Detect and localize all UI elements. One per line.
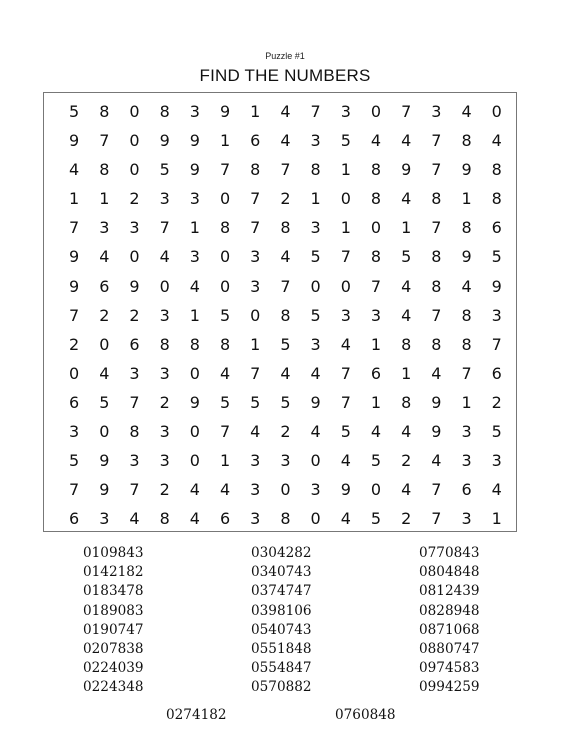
grid-cell[interactable]: 7 bbox=[69, 480, 80, 500]
grid-cell[interactable]: 0 bbox=[250, 305, 261, 325]
puzzle-number: Puzzle #1 bbox=[265, 51, 305, 61]
grid-cell[interactable]: 3 bbox=[250, 509, 261, 529]
grid-cell[interactable]: 6 bbox=[491, 363, 502, 383]
grid-cell[interactable]: 2 bbox=[491, 392, 502, 412]
grid-cell[interactable]: 1 bbox=[189, 218, 200, 238]
grid-cell[interactable]: 4 bbox=[340, 509, 351, 529]
puzzle-grid bbox=[59, 97, 512, 533]
grid-cell[interactable]: 0 bbox=[129, 160, 140, 180]
grid-cell[interactable]: 0 bbox=[340, 276, 351, 296]
grid-cell[interactable]: 3 bbox=[99, 218, 110, 238]
grid-cell[interactable]: 9 bbox=[99, 480, 110, 500]
grid-cell[interactable]: 7 bbox=[431, 160, 442, 180]
grid-cell[interactable]: 4 bbox=[431, 451, 442, 471]
word-item: 0828948 bbox=[419, 602, 480, 619]
grid-cell[interactable]: 0 bbox=[159, 276, 170, 296]
grid-cell[interactable]: 4 bbox=[189, 480, 200, 500]
grid-cell[interactable]: 4 bbox=[491, 480, 502, 500]
grid-cell[interactable]: 8 bbox=[250, 160, 261, 180]
word-item: 0570882 bbox=[251, 679, 312, 696]
grid-cell[interactable]: 9 bbox=[461, 247, 472, 267]
grid-cell[interactable]: 7 bbox=[310, 102, 321, 121]
grid-cell[interactable]: 4 bbox=[401, 189, 412, 209]
grid-cell[interactable]: 5 bbox=[69, 451, 80, 471]
grid-cell[interactable]: 5 bbox=[491, 247, 502, 267]
grid-cell[interactable]: 0 bbox=[370, 218, 382, 238]
word-item: 0224348 bbox=[83, 679, 144, 696]
grid-cell[interactable]: 7 bbox=[401, 102, 412, 121]
grid-cell[interactable]: 4 bbox=[280, 102, 291, 121]
grid-cell[interactable]: 3 bbox=[129, 363, 140, 383]
grid-cell[interactable]: 0 bbox=[219, 276, 231, 296]
grid-cell[interactable]: 0 bbox=[69, 363, 80, 383]
grid-cell[interactable]: 1 bbox=[340, 160, 351, 180]
grid-cell[interactable]: 2 bbox=[159, 480, 170, 500]
grid-cell[interactable]: 4 bbox=[280, 131, 291, 151]
grid-cell[interactable]: 5 bbox=[401, 247, 412, 267]
grid-cell[interactable]: 6 bbox=[370, 363, 382, 383]
word-item: 0304282 bbox=[251, 545, 312, 561]
grid-cell[interactable]: 3 bbox=[159, 363, 170, 383]
grid-cell[interactable]: 7 bbox=[431, 131, 442, 151]
grid-cell[interactable]: 1 bbox=[69, 189, 80, 209]
grid-cell[interactable]: 4 bbox=[401, 276, 412, 296]
grid-cell[interactable]: 7 bbox=[250, 363, 261, 383]
grid-cell[interactable]: 3 bbox=[310, 480, 321, 500]
grid-cell[interactable]: 1 bbox=[99, 189, 110, 209]
grid-cell[interactable]: 3 bbox=[189, 247, 200, 267]
grid-cell[interactable]: 4 bbox=[401, 480, 412, 500]
grid-cell[interactable]: 3 bbox=[159, 189, 170, 209]
grid-cell[interactable]: 1 bbox=[401, 218, 412, 238]
grid-cell[interactable]: 2 bbox=[129, 189, 140, 209]
grid-cell[interactable]: 5 bbox=[310, 247, 321, 267]
grid-cell[interactable]: 3 bbox=[159, 305, 170, 325]
grid-cell[interactable]: 7 bbox=[280, 160, 291, 180]
grid-cell[interactable]: 3 bbox=[69, 422, 80, 442]
grid-cell[interactable]: 4 bbox=[129, 509, 140, 529]
grid-cell[interactable]: 8 bbox=[370, 160, 382, 180]
grid-cell[interactable]: 2 bbox=[280, 422, 291, 442]
grid-cell[interactable]: 0 bbox=[340, 189, 351, 209]
grid-cell[interactable]: 7 bbox=[340, 392, 351, 412]
grid-cell[interactable]: 3 bbox=[280, 451, 291, 471]
grid-cell[interactable]: 6 bbox=[129, 334, 140, 354]
grid-cell[interactable]: 9 bbox=[219, 102, 231, 121]
grid-cell[interactable]: 3 bbox=[250, 247, 261, 267]
grid-cell[interactable]: 7 bbox=[129, 480, 140, 500]
grid-cell[interactable]: 5 bbox=[219, 392, 231, 412]
grid-cell[interactable]: 1 bbox=[461, 392, 472, 412]
grid-cell[interactable]: 7 bbox=[99, 131, 110, 151]
grid-cell[interactable]: 4 bbox=[461, 102, 472, 121]
grid-cell[interactable]: 1 bbox=[401, 363, 412, 383]
grid-cell[interactable]: 5 bbox=[491, 422, 502, 442]
grid-cell[interactable]: 0 bbox=[310, 276, 321, 296]
grid-cell[interactable]: 4 bbox=[370, 422, 382, 442]
grid-cell[interactable]: 4 bbox=[69, 160, 80, 180]
grid-cell[interactable]: 7 bbox=[340, 247, 351, 267]
grid-cell[interactable]: 4 bbox=[189, 276, 200, 296]
grid-cell[interactable]: 1 bbox=[219, 451, 231, 471]
grid-cell[interactable]: 0 bbox=[370, 480, 382, 500]
grid-cell[interactable]: 7 bbox=[370, 276, 382, 296]
grid-cell[interactable]: 7 bbox=[250, 189, 261, 209]
grid-cell[interactable]: 7 bbox=[219, 422, 231, 442]
grid-cell[interactable]: 3 bbox=[491, 451, 502, 471]
grid-cell[interactable]: 1 bbox=[250, 102, 261, 121]
grid-cell[interactable]: 0 bbox=[129, 247, 140, 267]
grid-cell[interactable]: 3 bbox=[340, 102, 351, 121]
word-item: 0374747 bbox=[251, 583, 312, 600]
grid-cell[interactable]: 5 bbox=[219, 305, 231, 325]
grid-cell[interactable]: 8 bbox=[401, 334, 412, 354]
grid-cell[interactable]: 7 bbox=[431, 509, 442, 529]
grid-cell[interactable]: 8 bbox=[461, 334, 472, 354]
grid-cell[interactable]: 7 bbox=[159, 218, 170, 238]
grid-cell[interactable]: 9 bbox=[69, 247, 80, 267]
grid-cell[interactable]: 9 bbox=[340, 480, 351, 500]
grid-cell[interactable]: 8 bbox=[159, 509, 170, 529]
grid-cell[interactable]: 8 bbox=[280, 509, 291, 529]
word-item: 0340743 bbox=[251, 564, 312, 581]
grid-cell[interactable]: 9 bbox=[69, 276, 80, 296]
grid-cell[interactable]: 7 bbox=[431, 480, 442, 500]
grid-cell[interactable]: 1 bbox=[189, 305, 200, 325]
grid-cell[interactable]: 9 bbox=[69, 131, 80, 151]
grid-cell[interactable]: 6 bbox=[99, 276, 110, 296]
grid-cell[interactable]: 1 bbox=[340, 218, 351, 238]
grid-cell[interactable]: 4 bbox=[99, 363, 110, 383]
word-item: 0871068 bbox=[419, 621, 480, 638]
grid-cell[interactable]: 0 bbox=[99, 334, 110, 354]
grid-cell[interactable]: 3 bbox=[370, 305, 382, 325]
grid-cell[interactable]: 8 bbox=[401, 392, 412, 412]
grid-cell[interactable]: 1 bbox=[461, 189, 472, 209]
grid-cell[interactable]: 4 bbox=[159, 247, 170, 267]
grid-cell[interactable]: 5 bbox=[370, 451, 382, 471]
grid-cell[interactable]: 9 bbox=[491, 276, 502, 296]
grid-cell[interactable]: 0 bbox=[189, 422, 200, 442]
grid-cell[interactable]: 0 bbox=[219, 247, 231, 267]
grid-cell[interactable]: 3 bbox=[99, 509, 110, 529]
grid-cell[interactable]: 3 bbox=[461, 509, 472, 529]
grid-cell[interactable]: 0 bbox=[189, 363, 200, 383]
word-item: 0554847 bbox=[251, 660, 312, 677]
grid-cell[interactable]: 4 bbox=[219, 363, 231, 383]
word-item: 0189083 bbox=[83, 602, 144, 619]
grid-cell[interactable]: 3 bbox=[250, 451, 261, 471]
word-item: 0540743 bbox=[251, 621, 312, 638]
grid-cell[interactable]: 8 bbox=[491, 160, 502, 180]
grid-cell[interactable]: 4 bbox=[431, 363, 442, 383]
grid-cell[interactable]: 4 bbox=[340, 451, 351, 471]
grid-cell[interactable]: 8 bbox=[159, 102, 170, 121]
word-item: 0274182 bbox=[166, 707, 227, 723]
grid-cell[interactable]: 4 bbox=[340, 334, 351, 354]
grid-cell[interactable]: 6 bbox=[491, 218, 502, 238]
grid-cell[interactable]: 8 bbox=[189, 334, 200, 354]
word-item: 0398106 bbox=[251, 602, 312, 619]
grid-cell[interactable]: 5 bbox=[310, 305, 321, 325]
grid-cell[interactable]: 8 bbox=[99, 160, 110, 180]
grid-cell[interactable]: 5 bbox=[280, 392, 291, 412]
grid-cell[interactable]: 4 bbox=[280, 363, 291, 383]
grid-cell[interactable]: 9 bbox=[99, 451, 110, 471]
grid-cell[interactable]: 7 bbox=[129, 392, 140, 412]
word-item: 0142182 bbox=[83, 564, 144, 581]
grid-cell[interactable]: 3 bbox=[159, 422, 170, 442]
grid-cell[interactable]: 8 bbox=[310, 160, 321, 180]
grid-cell[interactable]: 5 bbox=[250, 392, 261, 412]
grid-cell[interactable]: 4 bbox=[491, 131, 502, 151]
grid-cell[interactable]: 3 bbox=[310, 334, 321, 354]
grid-cell[interactable]: 4 bbox=[310, 422, 321, 442]
grid-cell[interactable]: 7 bbox=[340, 363, 351, 383]
grid-cell[interactable]: 6 bbox=[250, 131, 261, 151]
page-title: FIND THE NUMBERS bbox=[199, 66, 371, 85]
grid-cell[interactable]: 8 bbox=[370, 247, 382, 267]
grid-cell[interactable]: 4 bbox=[370, 131, 382, 151]
word-item: 0812439 bbox=[419, 583, 480, 600]
grid-cell[interactable]: 5 bbox=[340, 131, 351, 151]
grid-cell[interactable]: 5 bbox=[370, 509, 382, 529]
grid-cell[interactable]: 4 bbox=[461, 276, 472, 296]
word-list bbox=[0, 544, 570, 734]
grid-cell[interactable]: 2 bbox=[280, 189, 291, 209]
grid-cell[interactable]: 1 bbox=[219, 131, 231, 151]
grid-cell[interactable]: 4 bbox=[401, 131, 412, 151]
word-item: 0760848 bbox=[335, 707, 396, 723]
grid-cell[interactable]: 5 bbox=[159, 160, 170, 180]
word-item: 0224039 bbox=[83, 660, 144, 677]
grid-cell[interactable]: 9 bbox=[159, 131, 170, 151]
grid-cell[interactable]: 8 bbox=[159, 334, 170, 354]
grid-cell[interactable]: 8 bbox=[129, 422, 140, 442]
grid-cell[interactable]: 7 bbox=[431, 305, 442, 325]
word-column-1 bbox=[83, 544, 144, 698]
grid-cell[interactable]: 3 bbox=[250, 480, 261, 500]
grid-cell[interactable]: 3 bbox=[461, 451, 472, 471]
grid-cell[interactable]: 2 bbox=[159, 392, 170, 412]
grid-cell[interactable]: 3 bbox=[129, 451, 140, 471]
grid-cell[interactable]: 6 bbox=[461, 480, 472, 500]
grid-cell[interactable]: 4 bbox=[219, 480, 231, 500]
word-item: 0880747 bbox=[419, 640, 480, 657]
grid-cell[interactable]: 8 bbox=[491, 189, 502, 209]
grid-cell[interactable]: 6 bbox=[69, 509, 80, 529]
grid-cell[interactable]: 3 bbox=[340, 305, 351, 325]
grid-cell[interactable]: 0 bbox=[310, 509, 321, 529]
grid-cell[interactable]: 0 bbox=[189, 451, 200, 471]
grid-cell[interactable]: 5 bbox=[99, 392, 110, 412]
grid-cell[interactable]: 9 bbox=[189, 160, 200, 180]
grid-cell[interactable]: 8 bbox=[280, 305, 291, 325]
grid-cell[interactable]: 9 bbox=[461, 160, 472, 180]
grid-cell[interactable]: 7 bbox=[69, 305, 80, 325]
grid-cell[interactable]: 4 bbox=[99, 247, 110, 267]
grid-cell[interactable]: 1 bbox=[491, 509, 502, 529]
grid-cell[interactable]: 3 bbox=[189, 102, 200, 121]
grid-cell[interactable]: 6 bbox=[219, 509, 231, 529]
grid-cell[interactable]: 6 bbox=[69, 392, 80, 412]
grid-cell[interactable]: 8 bbox=[461, 218, 472, 238]
grid-cell[interactable]: 1 bbox=[310, 189, 321, 209]
grid-cell[interactable]: 8 bbox=[219, 218, 231, 238]
grid-cell[interactable]: 8 bbox=[99, 102, 110, 121]
grid-cell[interactable]: 4 bbox=[250, 422, 261, 442]
grid-cell[interactable]: 1 bbox=[370, 392, 382, 412]
word-item: 0551848 bbox=[251, 640, 312, 657]
grid-cell[interactable]: 5 bbox=[340, 422, 351, 442]
word-item: 0190747 bbox=[83, 621, 144, 638]
grid-cell[interactable]: 0 bbox=[129, 131, 140, 151]
grid-cell[interactable]: 9 bbox=[431, 422, 442, 442]
grid-cell[interactable]: 3 bbox=[159, 451, 170, 471]
grid-cell[interactable]: 8 bbox=[370, 189, 382, 209]
grid-cell[interactable]: 2 bbox=[401, 451, 412, 471]
grid-cell[interactable]: 3 bbox=[129, 218, 140, 238]
word-item: 0183478 bbox=[83, 583, 144, 600]
grid-cell[interactable]: 8 bbox=[431, 247, 442, 267]
grid-cell[interactable]: 2 bbox=[401, 509, 412, 529]
grid-cell[interactable]: 9 bbox=[189, 131, 200, 151]
grid-cell[interactable]: 3 bbox=[250, 276, 261, 296]
grid-cell[interactable]: 7 bbox=[219, 160, 231, 180]
grid-cell[interactable]: 7 bbox=[250, 218, 261, 238]
grid-cell[interactable]: 7 bbox=[69, 218, 80, 238]
grid-cell[interactable]: 3 bbox=[189, 189, 200, 209]
grid-cell[interactable]: 1 bbox=[250, 334, 261, 354]
grid-cell[interactable]: 0 bbox=[370, 102, 382, 121]
word-item: 0974583 bbox=[419, 660, 480, 677]
grid-cell[interactable]: 8 bbox=[461, 131, 472, 151]
word-item: 0770843 bbox=[419, 545, 480, 561]
grid-cell[interactable]: 5 bbox=[280, 334, 291, 354]
word-column-2 bbox=[251, 544, 312, 698]
grid-cell[interactable]: 7 bbox=[431, 218, 442, 238]
word-item: 0804848 bbox=[419, 564, 480, 581]
grid-cell[interactable]: 3 bbox=[461, 422, 472, 442]
grid-cell[interactable]: 0 bbox=[129, 102, 140, 121]
grid-cell[interactable]: 3 bbox=[431, 102, 442, 121]
grid-cell[interactable]: 9 bbox=[310, 392, 321, 412]
grid-cell[interactable]: 9 bbox=[129, 276, 140, 296]
grid-cell[interactable]: 3 bbox=[491, 305, 502, 325]
grid-cell[interactable]: 8 bbox=[431, 276, 442, 296]
word-item: 0109843 bbox=[83, 545, 144, 561]
grid-cell[interactable]: 3 bbox=[310, 131, 321, 151]
grid-cell[interactable]: 0 bbox=[280, 480, 291, 500]
grid-cell[interactable]: 2 bbox=[99, 305, 110, 325]
grid-cell[interactable]: 4 bbox=[401, 422, 412, 442]
grid-cell[interactable]: 9 bbox=[401, 160, 412, 180]
grid-cell[interactable]: 0 bbox=[491, 102, 502, 121]
grid-cell[interactable]: 1 bbox=[370, 334, 382, 354]
word-item: 0994259 bbox=[419, 679, 480, 696]
word-column-3 bbox=[419, 544, 480, 698]
grid-cell[interactable]: 8 bbox=[431, 334, 442, 354]
word-item: 0207838 bbox=[83, 640, 144, 657]
grid-cell[interactable]: 0 bbox=[310, 451, 321, 471]
grid-cell[interactable]: 2 bbox=[69, 334, 80, 354]
grid-cell[interactable]: 7 bbox=[491, 334, 502, 354]
grid-cell[interactable]: 0 bbox=[99, 422, 110, 442]
grid-cell[interactable]: 4 bbox=[189, 509, 200, 529]
grid-cell[interactable]: 4 bbox=[280, 247, 291, 267]
grid-cell[interactable]: 9 bbox=[431, 392, 442, 412]
grid-cell[interactable]: 8 bbox=[431, 189, 442, 209]
grid-cell[interactable]: 7 bbox=[280, 276, 291, 296]
grid-cell[interactable]: 8 bbox=[280, 218, 291, 238]
grid-cell[interactable]: 8 bbox=[461, 305, 472, 325]
grid-cell[interactable]: 2 bbox=[129, 305, 140, 325]
grid-cell[interactable]: 4 bbox=[310, 363, 321, 383]
grid-cell[interactable]: 7 bbox=[461, 363, 472, 383]
grid-cell[interactable]: 3 bbox=[310, 218, 321, 238]
grid-cell[interactable]: 4 bbox=[401, 305, 412, 325]
grid-cell[interactable]: 5 bbox=[69, 102, 80, 121]
grid-cell[interactable]: 9 bbox=[189, 392, 200, 412]
grid-cell[interactable]: 0 bbox=[219, 189, 231, 209]
grid-cell[interactable]: 8 bbox=[219, 334, 231, 354]
